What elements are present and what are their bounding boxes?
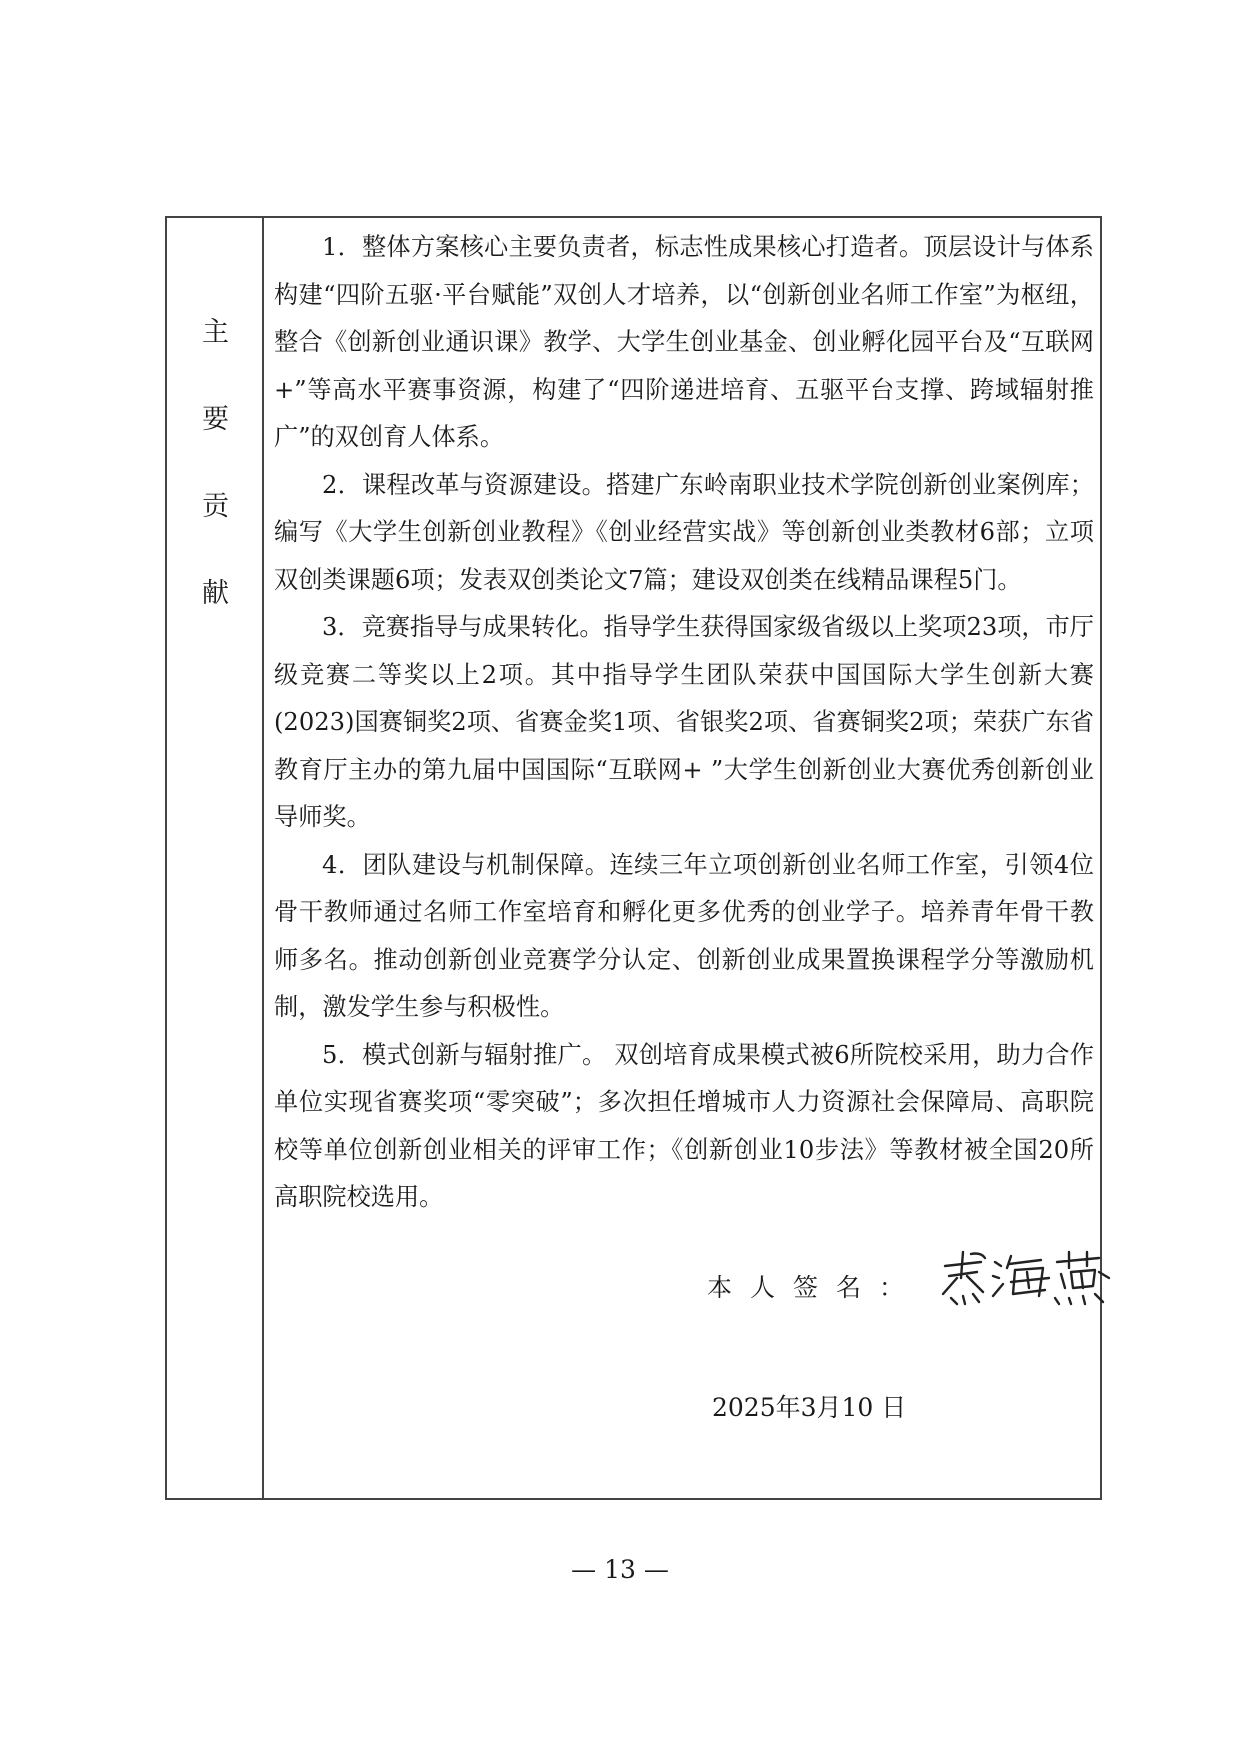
handwritten-signature	[937, 1248, 1112, 1308]
signature-row	[707, 1268, 922, 1304]
contribution-paragraph: 2．课程改革与资源建设。搭建广东岭南职业技术学院创新创业案例库；编写《大学生创新创业教程》《创业经营实战》等创新创业类教材6部；立项双创类课题6项；发表双创类论文7篇；建设双创类在线精品课程5门。	[274, 470, 1094, 594]
section-label-char: 要	[202, 404, 229, 435]
signature-date: 2025年3月10 日	[712, 1393, 907, 1422]
contribution-paragraph: 5．模式创新与辐射推广。 双创培育成果模式被6所院校采用，助力合作单位实现省赛奖项“零突破”；多次担任增城市人力资源社会保障局、高职院校等单位创新创业相关的评审工作；《创新创业10步法》等教材被全国20所高职院校选用。	[274, 1040, 1094, 1211]
section-label-char: 贡	[202, 491, 229, 522]
contribution-table	[165, 216, 1102, 1500]
contribution-content	[274, 224, 1094, 1222]
contribution-paragraph: 3．竞赛指导与成果转化。指导学生获得国家级省级以上奖项23项，市厅级竞赛二等奖以上2项。其中指导学生团队荣获中国国际大学生创新大赛(2023)国赛铜奖2项、省赛金奖1项、省银奖2项、省赛铜奖2项；荣获广东省教育厅主办的第九届中国国际“互联网+ ”大学生创新创业大赛优秀创新创业导师奖。	[274, 613, 1094, 831]
signature-label: 本人签名：	[707, 1273, 923, 1302]
contribution-paragraph: 1．整体方案核心主要负责者，标志性成果核心打造者。顶层设计与体系构建“四阶五驱·平台赋能”双创人才培养，以“创新创业名师工作室”为枢纽，整合《创新创业通识课》教学、大学生创业基金、创业孵化园平台及“互联网+”等高水平赛事资源，构建了“四阶递进培育、五驱平台支撑、跨域辐射推广”的双创育人体系。	[274, 233, 1094, 451]
page-number: — 13 —	[571, 1555, 669, 1584]
section-label-char: 献	[202, 578, 229, 609]
section-label-column	[167, 218, 264, 1498]
section-label-char: 主	[202, 317, 229, 348]
contribution-paragraph: 4．团队建设与机制保障。连续三年立项创新创业名师工作室，引领4位骨干教师通过名师工作室培育和孵化更多优秀的创业学子。培养青年骨干教师多名。推动创新创业竞赛学分认定、创新创业成果置换课程学分等激励机制，激发学生参与积极性。	[274, 850, 1094, 1021]
